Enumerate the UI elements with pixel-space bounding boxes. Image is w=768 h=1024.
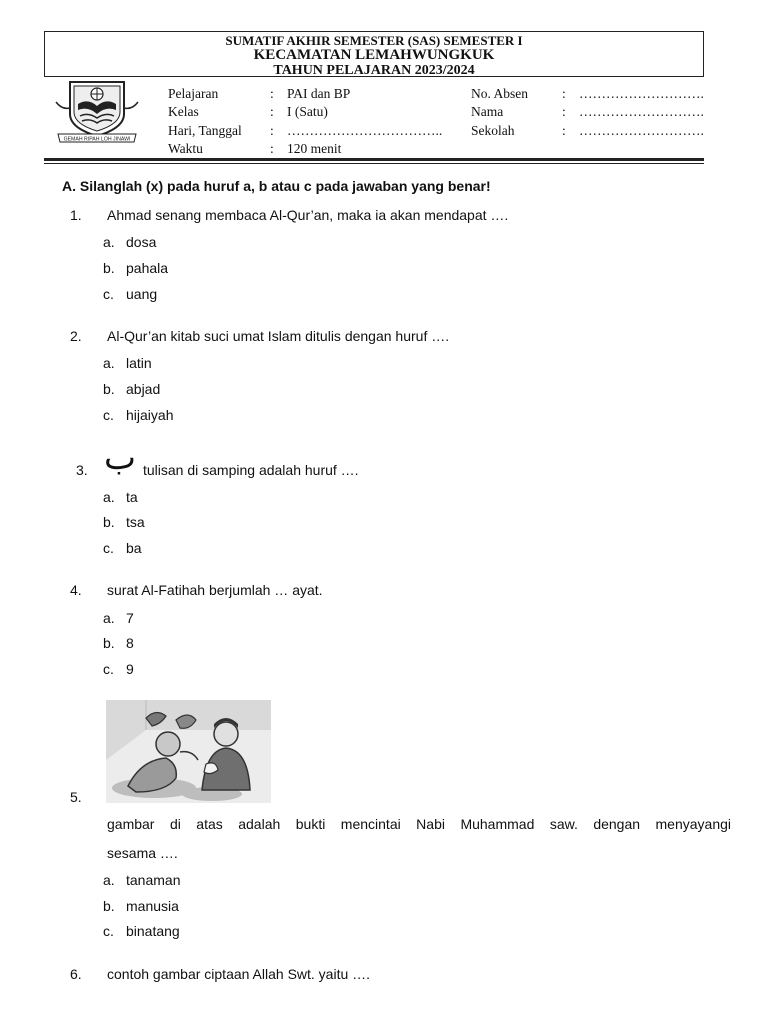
option-letter[interactable]: c. (103, 286, 114, 302)
question-3-option-c[interactable]: ba (126, 540, 142, 556)
exam-header (44, 31, 704, 77)
question-1-option-a[interactable]: dosa (126, 234, 157, 250)
question-5-option-c[interactable]: binatang (126, 923, 180, 939)
value-no-absen[interactable]: ………………………. (579, 86, 704, 101)
question-1-option-c[interactable]: uang (126, 286, 158, 302)
section-a-instruction: A. Silanglah (x) pada huruf a, b atau c pada jawaban yang benar! (62, 178, 491, 194)
value-hari-tanggal[interactable]: …………………………….. (287, 123, 443, 138)
question-2-option-b[interactable]: abjad (126, 381, 161, 397)
option-letter[interactable]: c. (103, 407, 114, 423)
question-5-option-a[interactable]: tanaman (126, 872, 181, 888)
question-2-option-a[interactable]: latin (126, 355, 152, 371)
value-kelas: I (Satu) (287, 104, 328, 119)
option-letter[interactable]: b. (103, 514, 115, 530)
question-3-text: tulisan di samping adalah huruf …. (143, 462, 359, 478)
question-5-option-b[interactable]: manusia (126, 898, 179, 914)
label-nama: Nama (471, 104, 504, 119)
option-letter[interactable]: c. (103, 923, 114, 939)
city-emblem-logo (52, 80, 142, 146)
illustration-helping-injured-person (106, 700, 271, 803)
exam-title: SUMATIF AKHIR SEMESTER (SAS) SEMESTER I (225, 33, 523, 48)
label-waktu: Waktu (168, 141, 203, 156)
question-4-option-a[interactable]: 7 (126, 610, 134, 626)
option-letter[interactable]: b. (103, 635, 115, 651)
option-letter[interactable]: a. (103, 355, 115, 371)
label-sekolah: Sekolah (471, 123, 515, 138)
question-2-number: 2. (70, 328, 82, 344)
question-1-number: 1. (70, 207, 82, 223)
value-waktu: 120 menit (287, 141, 342, 156)
option-letter[interactable]: a. (103, 489, 115, 505)
colon: : (562, 123, 566, 138)
value-sekolah[interactable]: ………………………. (579, 123, 704, 138)
question-4-number: 4. (70, 582, 82, 598)
colon: : (270, 123, 274, 138)
question-4-text: surat Al-Fatihah berjumlah … ayat. (107, 582, 323, 598)
colon: : (270, 141, 274, 156)
label-hari-tanggal: Hari, Tanggal (168, 123, 242, 138)
colon: : (562, 104, 566, 119)
colon: : (270, 86, 274, 101)
option-letter[interactable]: a. (103, 234, 115, 250)
question-2-text: Al-Qur’an kitab suci umat Islam ditulis dengan huruf …. (107, 328, 450, 344)
question-1-option-b[interactable]: pahala (126, 260, 169, 276)
colon: : (562, 86, 566, 101)
value-pelajaran: PAI dan BP (287, 86, 351, 101)
logo-motto: GEMAH RIPAH LOH JINAWI (63, 136, 131, 143)
colon: : (270, 104, 274, 119)
question-1-text: Ahmad senang membaca Al-Qur’an, maka ia akan mendapat …. (107, 207, 509, 223)
label-pelajaran: Pelajaran (168, 86, 219, 101)
option-letter[interactable]: c. (103, 661, 114, 677)
question-2-option-c[interactable]: hijaiyah (126, 407, 174, 423)
question-6-text: contoh gambar ciptaan Allah Swt. yaitu …. (107, 966, 371, 982)
header-divider-thick (44, 158, 704, 161)
arabic-letter-ba: ب (104, 438, 137, 478)
question-5-number: 5. (70, 789, 82, 805)
label-no-absen: No. Absen (471, 86, 528, 101)
value-nama[interactable]: ………………………. (579, 104, 704, 119)
question-6-number: 6. (70, 966, 82, 982)
district-name: KECAMATAN LEMAHWUNGKUK (253, 47, 495, 63)
question-4-option-b[interactable]: 8 (126, 635, 134, 651)
label-kelas: Kelas (168, 104, 199, 119)
question-5-text-line2: sesama …. (107, 845, 178, 861)
option-letter[interactable]: b. (103, 898, 115, 914)
school-year: TAHUN PELAJARAN 2023/2024 (273, 63, 475, 78)
option-letter[interactable]: a. (103, 610, 115, 626)
option-letter[interactable]: b. (103, 260, 115, 276)
question-3-number: 3. (76, 462, 88, 478)
option-letter[interactable]: a. (103, 872, 115, 888)
option-letter[interactable]: c. (103, 540, 114, 556)
option-letter[interactable]: b. (103, 381, 115, 397)
question-3-option-b[interactable]: tsa (126, 514, 145, 530)
question-3-option-a[interactable]: ta (126, 489, 138, 505)
question-4-option-c[interactable]: 9 (126, 661, 134, 677)
header-divider-thin (44, 163, 704, 164)
question-5-text-line1: gambar di atas adalah bukti mencintai Nabi Muhammad saw. dengan menyayangi (107, 816, 731, 832)
